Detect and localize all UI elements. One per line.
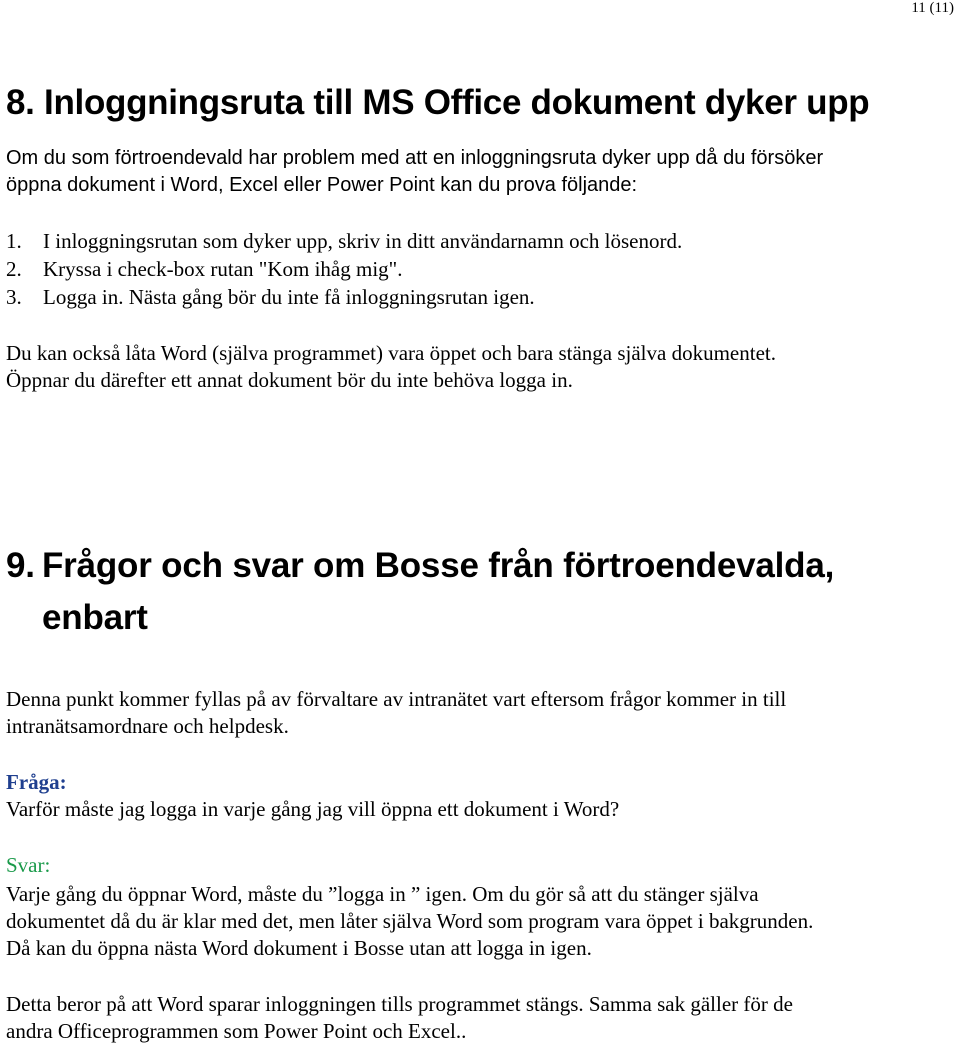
section-9-heading-line-2: enbart [42,598,148,637]
explanation-line-1: Detta beror på att Word sparar inloggningen tills programmet stängs. Samma sak gäller för de [6,992,793,1016]
section-8-note-line-1: Du kan också låta Word (själva programmet) vara öppet och bara stänga själva dokumentet. [6,341,776,365]
list-item-text: I inloggningsrutan som dyker upp, skriv in ditt användarnamn och lösenord. [43,229,683,253]
list-item [6,228,906,255]
answer-label: Svar: [6,853,51,877]
list-item [6,284,906,311]
page-number: 11 (11) [911,0,954,16]
section-8-heading: 8. Inloggningsruta till MS Office dokument dyker upp [6,83,870,122]
answer-line-2: dokumentet då du är klar med det, men låter själva Word som program vara öppet i bakgrunden. [6,909,814,933]
list-item-number: 2. [6,257,22,281]
list-item-number: 3. [6,285,22,309]
section-8-intro-line-1: Om du som förtroendevald har problem med att en inloggningsruta dyker upp då du försöker [6,147,824,169]
list-item [6,256,906,283]
section-8-note-line-2: Öppnar du därefter ett annat dokument bör du inte behöva logga in. [6,368,573,392]
answer-line-3: Då kan du öppna nästa Word dokument i Bosse utan att logga in igen. [6,936,592,960]
question-label: Fråga: [6,770,67,794]
explanation-line-2: andra Officeprogrammen som Power Point och Excel.. [6,1019,467,1043]
list-item-text: Logga in. Nästa gång bör du inte få inloggningsrutan igen. [43,285,535,309]
section-9-heading-line-1: Frågor och svar om Bosse från förtroendevalda, [42,546,835,585]
section-9-heading-number: 9. [6,546,35,585]
section-9-intro-line-1: Denna punkt kommer fyllas på av förvaltare av intranätet vart eftersom frågor kommer in till [6,687,787,711]
list-item-number: 1. [6,229,22,253]
answer-line-1: Varje gång du öppnar Word, måste du ”logga in ” igen. Om du gör så att du stänger själva [6,882,759,906]
section-8-intro-line-2: öppna dokument i Word, Excel eller Power Point kan du prova följande: [6,174,638,196]
section-9-intro-line-2: intranätsamordnare och helpdesk. [6,714,289,738]
list-item-text: Kryssa i check-box rutan "Kom ihåg mig". [43,257,403,281]
question-text: Varför måste jag logga in varje gång jag vill öppna ett dokument i Word? [6,797,620,821]
